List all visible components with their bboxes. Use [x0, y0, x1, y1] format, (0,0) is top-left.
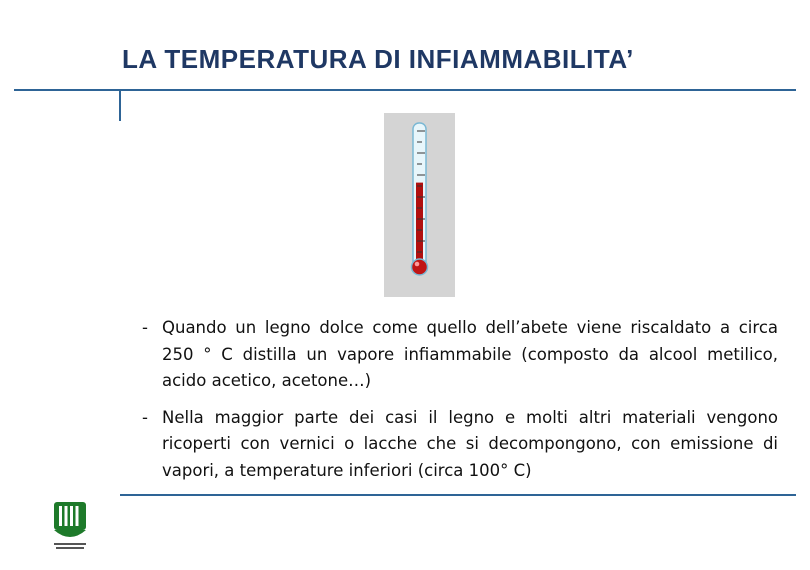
thermometer-icon	[384, 113, 455, 297]
bullet-marker: -	[142, 318, 148, 337]
bullet-text: Quando un legno dolce come quello dell’abete viene riscaldato a circa 250 ° C distilla un vapore infiammabile (composto da alcool metilico, acido acetico, acetone…)	[162, 318, 778, 390]
title-underline	[14, 89, 796, 91]
bullet-item	[142, 405, 778, 485]
bullet-list	[142, 315, 778, 494]
title-accent-tick	[119, 91, 121, 121]
bulb-highlight	[415, 262, 420, 267]
footer-rule	[120, 494, 796, 496]
university-logo	[50, 500, 90, 552]
bullet-text: Nella maggior parte dei casi il legno e molti altri materiali vengono ricoperti con vernici o lacche che si decompongono, con emissione di vapori, a temperature inferiori (circa 100° C)	[162, 407, 778, 480]
thermometer-bulb	[412, 259, 428, 275]
bullet-marker: -	[142, 407, 148, 427]
mercury-column	[416, 183, 423, 269]
slide-title: LA TEMPERATURA DI INFIAMMABILITA’	[122, 44, 634, 74]
thermometer-image	[384, 113, 455, 297]
bullet-item	[142, 315, 778, 395]
